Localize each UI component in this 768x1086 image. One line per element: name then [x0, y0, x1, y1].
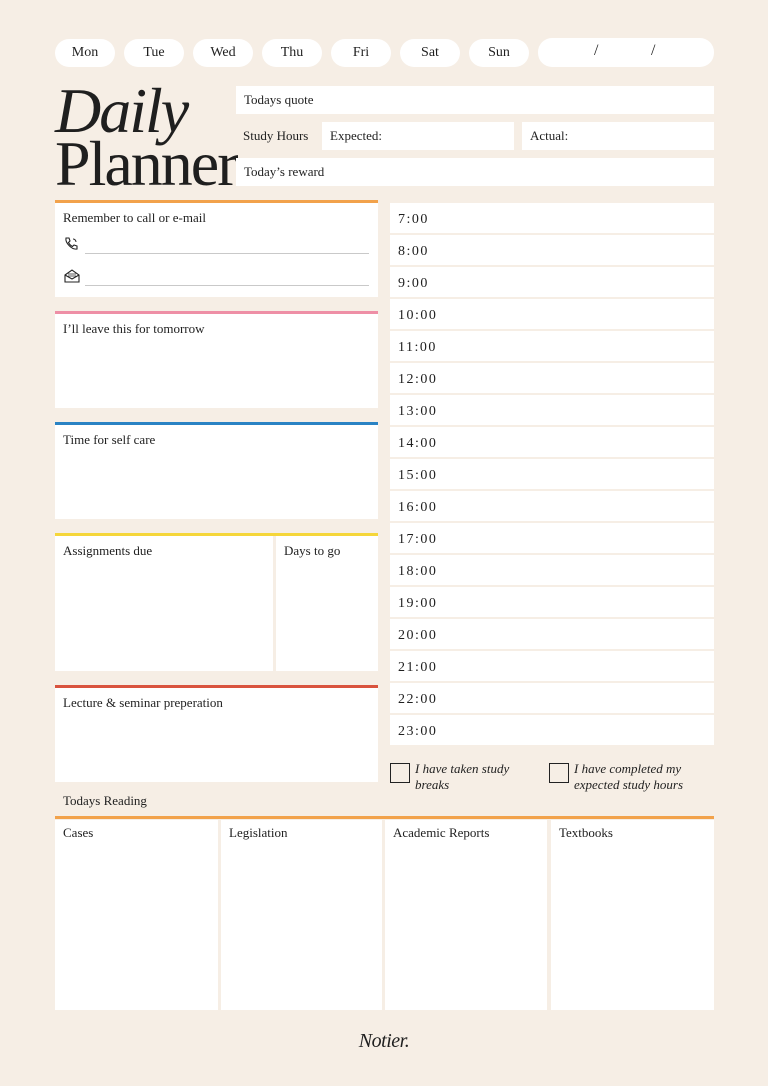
- time-slot[interactable]: 18:00: [390, 555, 714, 585]
- time-slot[interactable]: 19:00: [390, 587, 714, 617]
- phone-write-line[interactable]: [85, 253, 369, 254]
- time-slot[interactable]: 12:00: [390, 363, 714, 393]
- day-wed[interactable]: Wed: [193, 39, 253, 67]
- time-slot[interactable]: 16:00: [390, 491, 714, 521]
- date-slash: /: [651, 42, 656, 59]
- time-slot[interactable]: 23:00: [390, 715, 714, 745]
- completed-hours-label: I have completed my expected study hours: [574, 761, 684, 792]
- todays-reward-field[interactable]: Today’s reward: [236, 158, 714, 186]
- time-slot[interactable]: 15:00: [390, 459, 714, 489]
- day-tue[interactable]: Tue: [124, 39, 184, 67]
- day-fri[interactable]: Fri: [331, 39, 391, 67]
- time-slot[interactable]: 13:00: [390, 395, 714, 425]
- date-field[interactable]: [538, 38, 714, 67]
- expected-hours-field[interactable]: Expected:: [322, 122, 514, 150]
- time-slot[interactable]: 14:00: [390, 427, 714, 457]
- reading-column-label: Academic Reports: [393, 825, 490, 840]
- completed-hours-checkbox[interactable]: [549, 763, 569, 783]
- page-title-planner: Planner: [55, 128, 237, 199]
- phone-icon: [63, 236, 79, 252]
- assignments-section[interactable]: [55, 536, 273, 671]
- study-breaks-checkbox[interactable]: [390, 763, 410, 783]
- time-slot[interactable]: 22:00: [390, 683, 714, 713]
- day-sun[interactable]: Sun: [469, 39, 529, 67]
- day-thu[interactable]: Thu: [262, 39, 322, 67]
- remember-title: Remember to call or e-mail: [63, 210, 206, 225]
- lecture-section[interactable]: [55, 688, 378, 782]
- time-slot[interactable]: 17:00: [390, 523, 714, 553]
- reading-title: Todays Reading: [63, 793, 147, 808]
- time-slot[interactable]: 20:00: [390, 619, 714, 649]
- remember-section[interactable]: [55, 203, 378, 297]
- time-slot[interactable]: 10:00: [390, 299, 714, 329]
- time-slot[interactable]: 11:00: [390, 331, 714, 361]
- assignments-title: Assignments due: [63, 543, 153, 558]
- lecture-title: Lecture & seminar preperation: [63, 695, 223, 710]
- reading-cases-column[interactable]: [55, 820, 218, 1010]
- actual-hours-field[interactable]: Actual:: [522, 122, 714, 150]
- reading-legislation-column[interactable]: [221, 820, 382, 1010]
- tomorrow-title: I’ll leave this for tomorrow: [63, 321, 205, 336]
- study-hours-label: Study Hours: [243, 128, 309, 143]
- reading-column-label: Cases: [63, 825, 94, 840]
- brand-logo: Notier.: [358, 1030, 410, 1052]
- day-sat[interactable]: Sat: [400, 39, 460, 67]
- days-to-go-title: Days to go: [284, 543, 341, 558]
- reading-academic-reports-column[interactable]: [385, 820, 547, 1010]
- time-slot[interactable]: 21:00: [390, 651, 714, 681]
- reading-column-label: Legislation: [229, 825, 288, 840]
- envelope-icon: [63, 268, 81, 284]
- days-to-go-section[interactable]: [276, 536, 378, 671]
- self-care-title: Time for self care: [63, 432, 156, 447]
- email-write-line[interactable]: [85, 285, 369, 286]
- self-care-section[interactable]: [55, 425, 378, 519]
- page-title-daily: Daily: [55, 75, 188, 146]
- time-slot[interactable]: 8:00: [390, 235, 714, 265]
- tomorrow-section[interactable]: [55, 314, 378, 408]
- time-slot[interactable]: 7:00: [390, 203, 714, 233]
- study-breaks-label: I have taken study breaks: [415, 761, 510, 792]
- reading-textbooks-column[interactable]: [551, 820, 714, 1010]
- date-slash: /: [594, 42, 599, 59]
- reading-column-label: Textbooks: [559, 825, 613, 840]
- todays-quote-field[interactable]: Todays quote: [236, 86, 714, 114]
- day-mon[interactable]: Mon: [55, 39, 115, 67]
- time-slot[interactable]: 9:00: [390, 267, 714, 297]
- reading-accent-bar: [55, 816, 714, 819]
